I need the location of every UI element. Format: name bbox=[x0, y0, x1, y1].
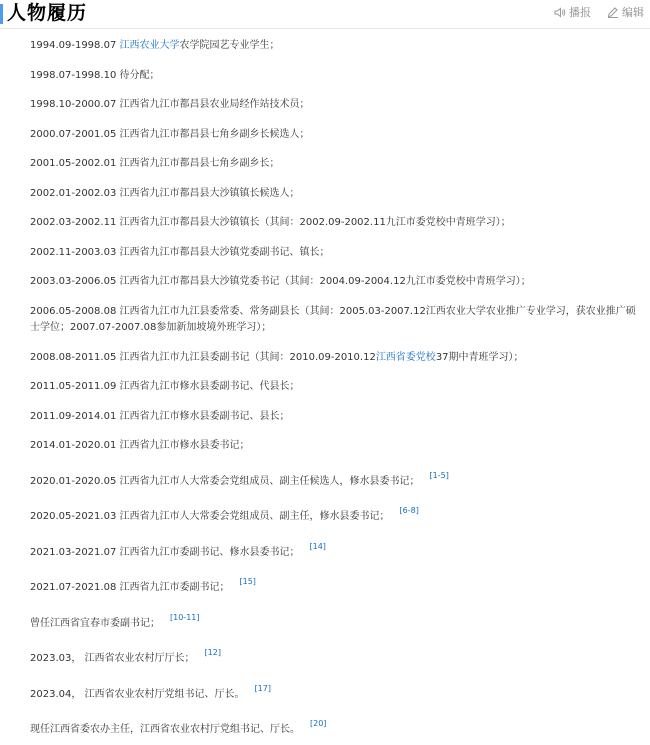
career-entry: 2006.05-2008.08 江西省九江市九江县委常委、常务副县长（其间：2005.03-2007.12江西农业大学农业推广专业学习，获农业推广硕士学位；2007.07-2007.08参加新加坡境外班学习）； bbox=[30, 305, 636, 333]
speaker-icon bbox=[554, 7, 566, 18]
career-entry: 现任江西省委农办主任，江西省农业农村厅党组书记、厅长。[20] bbox=[30, 719, 327, 735]
section-title: 人物履历 bbox=[7, 2, 88, 24]
reference-link[interactable]: [6-8] bbox=[399, 506, 419, 515]
career-entry: 2008.08-2011.05 江西省九江市九江县委副书记（其间：2010.09-2010.12江西省委党校37期中青班学习）； bbox=[30, 351, 524, 363]
career-entry: 2020.05-2021.03 江西省九江市人大常委会党组成员、副主任，修水县委书记；[6-8] bbox=[30, 506, 419, 522]
reference-link[interactable]: [10-11] bbox=[170, 612, 200, 622]
career-entry: 2023.03， 江西省农业农村厅厅长；[12] bbox=[30, 648, 221, 664]
career-entry: 1998.10-2000.07 江西省九江市都昌县农业局经作站技术员； bbox=[30, 99, 310, 110]
reference-link[interactable]: [15] bbox=[239, 577, 256, 586]
reference-link[interactable]: [1-5] bbox=[429, 470, 449, 480]
career-list bbox=[0, 29, 650, 739]
career-entry: 2002.01-2002.03 江西省九江市都昌县大沙镇镇长候选人； bbox=[30, 187, 300, 199]
career-entry: 2002.03-2002.11 江西省九江市都昌县大沙镇镇长（其间：2002.09-2002.11九江市委党校中青班学习）； bbox=[30, 217, 511, 228]
edit-label: 编辑 bbox=[622, 6, 644, 19]
edit-icon bbox=[607, 7, 619, 18]
entry-link[interactable]: 江西省委党校 bbox=[375, 351, 436, 363]
reference-link[interactable]: [12] bbox=[204, 648, 221, 657]
section-accent-bar bbox=[0, 4, 3, 24]
career-entry: 2002.11-2003.03 江西省九江市都昌县大沙镇党委副书记、镇长； bbox=[30, 246, 330, 258]
career-entry: 2014.01-2020.01 江西省九江市修水县委书记； bbox=[30, 440, 250, 451]
reference-link[interactable]: [14] bbox=[309, 541, 326, 551]
career-entry: 2000.07-2001.05 江西省九江市都昌县七角乡副乡长候选人； bbox=[30, 128, 310, 140]
career-entry: 曾任江西省宜春市委副书记；[10-11] bbox=[30, 612, 200, 629]
career-entry: 2020.01-2020.05 江西省九江市人大常委会党组成员、副主任候选人，修水县委书记；[1-5] bbox=[30, 470, 449, 487]
career-entry: 1998.07-1998.10 待分配； bbox=[30, 69, 160, 81]
career-entry: 1994.09-1998.07 江西农业大学农学院园艺专业学生； bbox=[30, 40, 280, 51]
report-button[interactable] bbox=[554, 4, 591, 20]
career-entry: 2011.05-2011.09 江西省九江市修水县委副书记、代县长； bbox=[30, 381, 300, 392]
section-header bbox=[0, 0, 650, 29]
section-actions bbox=[538, 4, 644, 20]
career-entry: 2011.09-2014.01 江西省九江市修水县委副书记、县长； bbox=[30, 410, 290, 422]
career-entry: 2001.05-2002.01 江西省九江市都昌县七角乡副乡长； bbox=[30, 158, 280, 169]
career-entry: 2003.03-2006.05 江西省九江市都昌县大沙镇党委书记（其间：2004.09-2004.12九江市委党校中青班学习）； bbox=[30, 276, 531, 287]
reference-link[interactable]: [17] bbox=[254, 683, 271, 693]
entry-link[interactable]: 江西农业大学 bbox=[119, 40, 180, 51]
reference-link[interactable]: [20] bbox=[310, 719, 327, 728]
career-entry: 2021.07-2021.08 江西省九江市委副书记；[15] bbox=[30, 577, 256, 593]
career-entry: 2021.03-2021.07 江西省九江市委副书记、修水县委书记；[14] bbox=[30, 541, 326, 558]
career-entry: 2023.04， 江西省农业农村厅党组书记、厅长。[17] bbox=[30, 683, 271, 700]
edit-button[interactable] bbox=[607, 4, 644, 20]
report-label: 播报 bbox=[569, 6, 591, 19]
